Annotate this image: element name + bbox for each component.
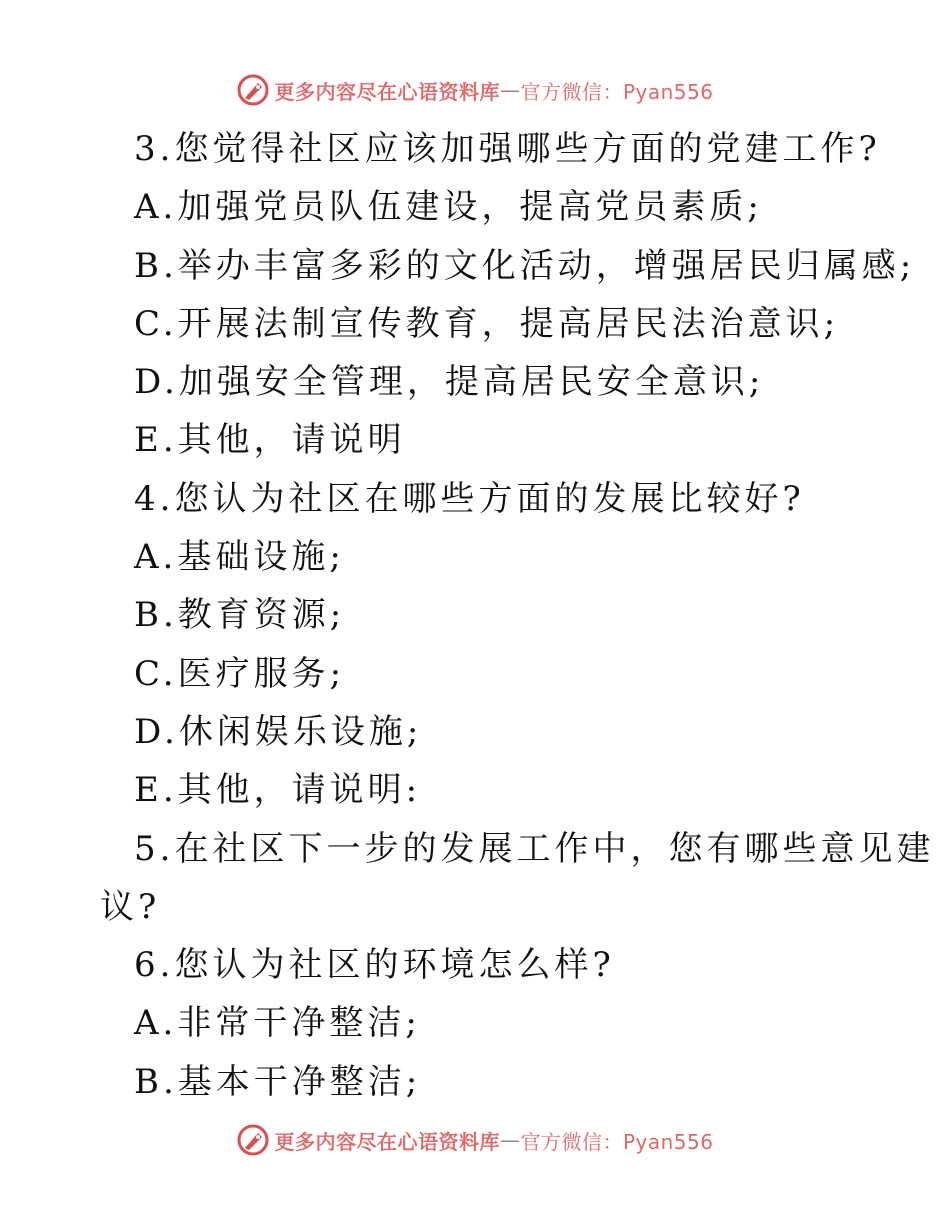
q6-option-a: A.非常干净整洁; xyxy=(134,1003,421,1044)
footer-watermark xyxy=(0,1120,950,1160)
q4-option-d: D.休闲娱乐设施; xyxy=(134,711,423,752)
q3-option-a: A.加强党员队伍建设，提高党员素质; xyxy=(134,187,763,228)
question-3: 3.您觉得社区应该加强哪些方面的党建工作? xyxy=(134,129,881,169)
q6-option-b: B.基本干净整洁; xyxy=(134,1061,422,1102)
pen-nib-logo-icon xyxy=(236,73,270,107)
q3-option-c: C.开展法制宣传教育，提高居民法治意识; xyxy=(134,303,840,344)
watermark-separator: — xyxy=(499,78,521,102)
watermark-wechat: 官方微信：Pyan556 xyxy=(520,1129,714,1154)
q4-option-b: B.教育资源; xyxy=(134,595,346,636)
q4-option-e: E.其他，请说明: xyxy=(134,770,422,811)
document-body xyxy=(100,120,935,1111)
q3-option-b: B.举办丰富多彩的文化活动，增强居民归属感; xyxy=(134,245,916,286)
watermark-separator: — xyxy=(499,1128,521,1152)
q3-option-e: E.其他，请说明 xyxy=(134,420,406,461)
question-4: 4.您认为社区在哪些方面的发展比较好? xyxy=(134,478,805,519)
watermark-brand: 更多内容尽在心语资料库 xyxy=(274,79,500,104)
question-5: 5.在社区下一步的发展工作中，您有哪些意见建 xyxy=(134,828,935,869)
pen-nib-logo-icon xyxy=(236,1123,270,1157)
header-watermark xyxy=(0,70,950,110)
q3-option-d: D.加强安全管理，提高居民安全意识; xyxy=(134,362,765,403)
question-6: 6.您认为社区的环境怎么样? xyxy=(134,945,615,986)
q4-option-a: A.基础设施; xyxy=(134,537,345,578)
watermark-brand: 更多内容尽在心语资料库 xyxy=(274,1129,500,1154)
watermark-wechat: 官方微信：Pyan556 xyxy=(520,79,714,104)
question-5-continued: 议? xyxy=(100,886,161,927)
q4-option-c: C.医疗服务; xyxy=(134,653,346,694)
